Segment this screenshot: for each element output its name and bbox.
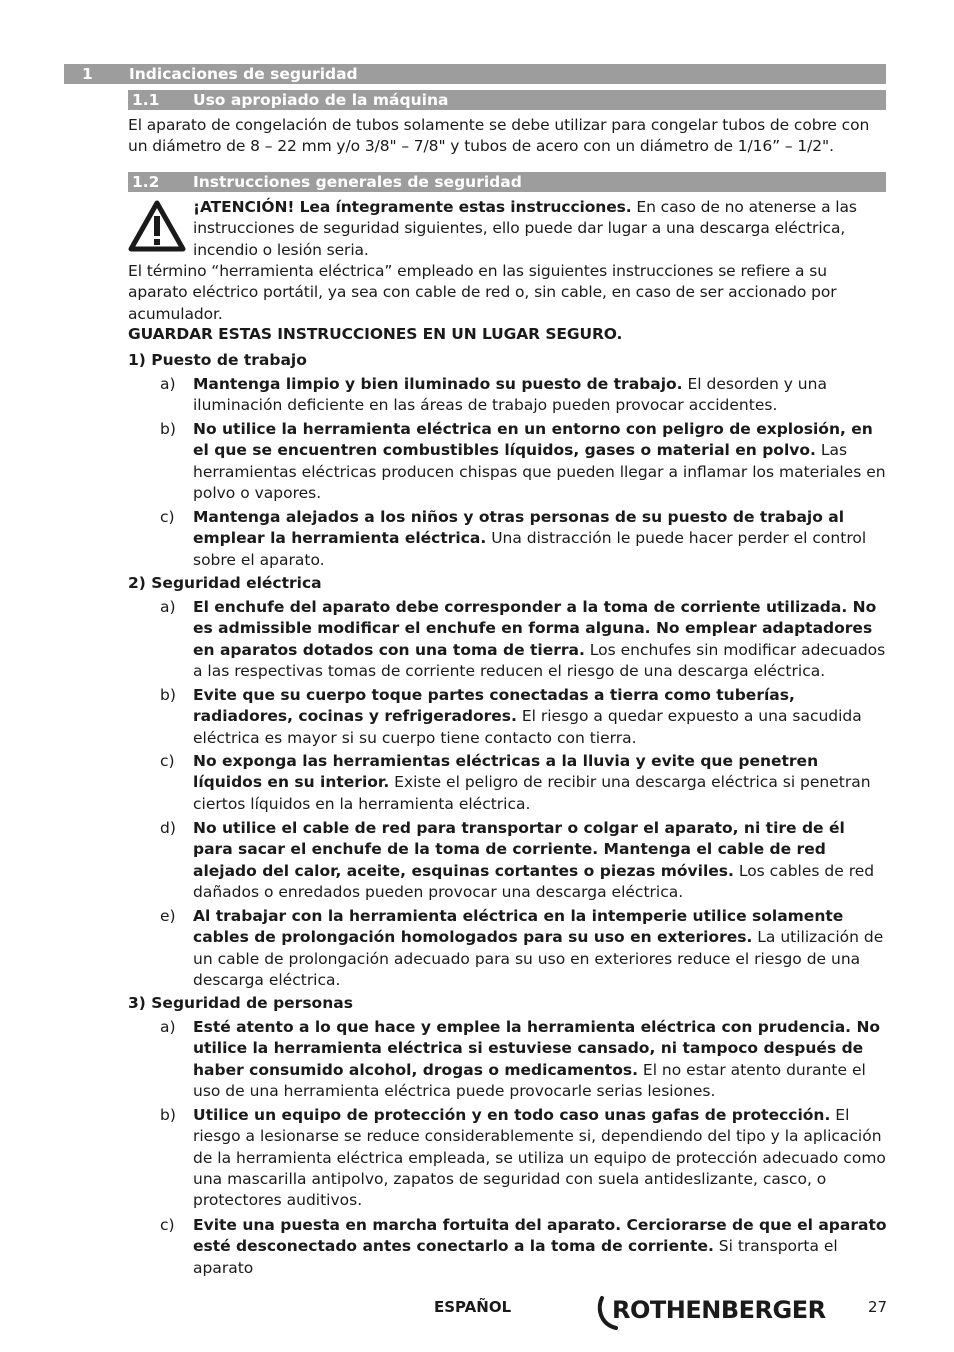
section-title: Instrucciones generales de seguridad bbox=[193, 173, 522, 191]
warning-triangle-icon bbox=[128, 200, 186, 252]
section-title: Uso apropiado de la máquina bbox=[193, 91, 449, 109]
warning-text: En caso de no atenerse a las instrucciones de seguridad siguientes, ello puede dar lugar a una descarga eléctrica, incendio o lesión seria. bbox=[193, 198, 857, 259]
section-number: 1.2 bbox=[132, 173, 160, 191]
section-heading-1-2 bbox=[128, 172, 886, 192]
subsection-electrical-safety: 2) Seguridad eléctrica bbox=[128, 574, 322, 592]
warning-bold: ¡ATENCIÓN! Lea íntegramente estas instrucciones. bbox=[193, 198, 632, 216]
item-text: El enchufe del aparato debe corresponder a la toma de corriente utilizada. No es admissible modificar el enchufe en forma alguna. No emplear adaptadores en aparatos dotados con una toma de tierra. Los enchufes sin modificar adecuados a las respectivas tomas de corriente reducen el riesgo de una descarga eléctrica. bbox=[193, 598, 886, 680]
item-text: Evite una puesta en marcha fortuita del aparato. Cerciorarse de que el aparato esté desconectado antes conectarlo a la toma de corriente. Si transporta el aparato bbox=[193, 1216, 887, 1277]
section-title: Indicaciones de seguridad bbox=[129, 65, 358, 83]
warning-paragraph bbox=[193, 197, 885, 261]
item-text: Esté atento a lo que hace y emplee la herramienta eléctrica con prudencia. No utilice la herramienta eléctrica si estuviese cansado, ni tampoco después de haber consumido alcohol, drogas o medicamentos. El no estar atento durante el uso de una herramienta eléctrica puede provocarle serias lesiones. bbox=[193, 1018, 881, 1100]
term-paragraph: El término “herramienta eléctrica” empleado en las siguientes instrucciones se refiere a su aparato eléctrico portátil, ya sea con cable de red o, sin cable, en caso de ser accionado por acumulador. bbox=[128, 262, 837, 323]
item-letter: b) bbox=[160, 686, 176, 704]
item-letter: c) bbox=[160, 508, 175, 526]
item-text: No utilice la herramienta eléctrica en un entorno con peligro de explosión, en el que se encuentren combustibles líquidos, gases o material en polvo. Las herramientas eléctricas producen chispas que pueden llegar a inflamar los materiales en polvo o vapores. bbox=[193, 420, 886, 502]
section-heading-1-1 bbox=[128, 90, 886, 110]
keep-instructions-paragraph: GUARDAR ESTAS INSTRUCCIONES EN UN LUGAR SEGURO. bbox=[128, 325, 623, 343]
brand-name: ROTHENBERGER bbox=[612, 1296, 826, 1324]
item-letter: a) bbox=[160, 598, 176, 616]
item-text: Mantenga limpio y bien iluminado su puesto de trabajo. El desorden y una iluminación deficiente en las áreas de trabajo pueden provocar accidentes. bbox=[193, 375, 827, 415]
item-text: No utilice el cable de red para transportar o colgar el aparato, ni tire de él para sacar el enchufe de la toma de corriente. Mantenga el cable de red alejado del calor, aceite, esquinas cortantes o piezas móviles. Los cables de red dañados o enredados pueden provocar una descarga eléctrica. bbox=[193, 819, 875, 901]
item-letter: a) bbox=[160, 375, 176, 393]
subsection-personal-safety: 3) Seguridad de personas bbox=[128, 994, 353, 1012]
subsection-workplace: 1) Puesto de trabajo bbox=[128, 351, 307, 369]
section-number: 1 bbox=[82, 65, 93, 83]
item-text: Al trabajar con la herramienta eléctrica en la intemperie utilice solamente cables de prolongación homologados para su uso en exteriores. La utilización de un cable de prolongación adecuado para su uso en exteriores reduce el riesgo de una descarga eléctrica. bbox=[193, 907, 884, 989]
footer-language: ESPAÑOL bbox=[434, 1298, 512, 1316]
item-text: Evite que su cuerpo toque partes conectadas a tierra como tuberías, radiadores, cocinas y refrigeradores. El riesgo a quedar expuesto a una sacudida eléctrica es mayor si su cuerpo tiene contacto con tierra. bbox=[193, 686, 862, 747]
brand-logo bbox=[596, 1294, 836, 1332]
item-text: Utilice un equipo de protección y en todo caso unas gafas de protección. El riesgo a lesionarse se reduce considerablemente si, dependiendo del tipo y la aplicación de la herramienta eléctrica empleada, se utiliza un equipo de protección adecuado como una mascarilla antipolvo, zapatos de seguridad con suela antideslizante, casco, o protectores auditivos. bbox=[193, 1106, 886, 1210]
item-letter: b) bbox=[160, 1106, 176, 1124]
item-text: Mantenga alejados a los niños y otras personas de su puesto de trabajo al emplear la herramienta eléctrica. Una distracción le puede hacer perder el control sobre el aparato. bbox=[193, 508, 867, 569]
item-letter: a) bbox=[160, 1018, 176, 1036]
item-letter: d) bbox=[160, 819, 176, 837]
item-letter: e) bbox=[160, 907, 176, 925]
page-number: 27 bbox=[868, 1298, 888, 1316]
item-letter: c) bbox=[160, 752, 175, 770]
section-heading-1 bbox=[64, 64, 886, 84]
section-number: 1.1 bbox=[132, 91, 160, 109]
intended-use-paragraph: El aparato de congelación de tubos solamente se debe utilizar para congelar tubos de cobre con un diámetro de 8 – 22 mm y/o 3/8" – 7/8" y tubos de acero con un diámetro de 1/16” – 1/2". bbox=[128, 116, 870, 156]
item-letter: c) bbox=[160, 1216, 175, 1234]
item-letter: b) bbox=[160, 420, 176, 438]
item-text: No exponga las herramientas eléctricas a la lluvia y evite que penetren líquidos en su interior. Existe el peligro de recibir una descarga eléctrica si penetran ciertos líquidos en la herramienta eléctrica. bbox=[193, 752, 871, 813]
